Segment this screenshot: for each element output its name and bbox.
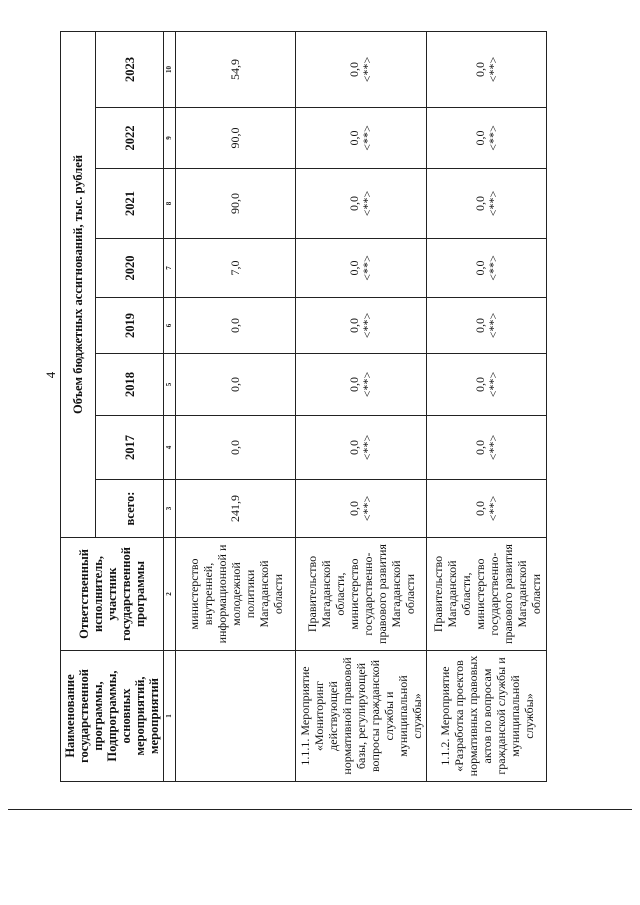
row-value: 0,0 <**> [296, 298, 427, 354]
column-number: 6 [164, 298, 176, 354]
row-value: 0,0 <**> [296, 354, 427, 416]
row-total: 0,0 <**> [296, 480, 427, 538]
table-row [427, 31, 547, 781]
bottom-rule [8, 809, 632, 810]
header-total: всего: [96, 480, 164, 538]
row-executor: Правительство Магаданской области, министерство государственно-правового развития Магаданской области [296, 538, 427, 651]
header-executor: Ответственный исполнитель, участник государственной программы [61, 538, 164, 651]
row-value: 0,0 <**> [427, 31, 547, 107]
row-value: 0,0 <**> [427, 354, 547, 416]
row-value: 7,0 [176, 239, 296, 298]
row-value: 0,0 <**> [296, 169, 427, 239]
column-number: 1 [164, 651, 176, 782]
row-total: 241,9 [176, 480, 296, 538]
header-year: 2023 [96, 31, 164, 107]
column-number: 10 [164, 31, 176, 107]
row-value: 90,0 [176, 169, 296, 239]
header-year: 2017 [96, 416, 164, 480]
column-number: 5 [164, 354, 176, 416]
row-value: 90,0 [176, 108, 296, 169]
table-row [176, 31, 296, 781]
row-name [176, 651, 296, 782]
row-value: 0,0 [176, 416, 296, 480]
row-value: 0,0 <**> [427, 298, 547, 354]
column-number: 3 [164, 480, 176, 538]
header-year: 2018 [96, 354, 164, 416]
header-year: 2019 [96, 298, 164, 354]
row-value: 0,0 <**> [427, 239, 547, 298]
row-value: 0,0 <**> [296, 31, 427, 107]
row-total: 0,0 <**> [427, 480, 547, 538]
page-number: 4 [43, 371, 58, 379]
row-name: 1.1.2. Мероприятие «Разработка проектов нормативных правовых актов по вопросам гражданской службы и муниципальной службы» [427, 651, 547, 782]
column-number: 4 [164, 416, 176, 480]
column-number-row [164, 31, 176, 781]
row-executor: Правительство Магаданской области, министерство государственно-правового развития Магаданской области [427, 538, 547, 651]
row-name: 1.1.1. Мероприятие «Мониторинг действующей нормативной правовой базы, регулирующей вопросы гражданской службы и муниципальной службы» [296, 651, 427, 782]
header-volume: Объем бюджетных ассигнований, тыс. рублей [61, 31, 96, 537]
row-value: 54,9 [176, 31, 296, 107]
row-value: 0,0 [176, 298, 296, 354]
column-number: 9 [164, 108, 176, 169]
row-value: 0,0 <**> [427, 416, 547, 480]
table-row [296, 31, 427, 781]
row-value: 0,0 <**> [427, 108, 547, 169]
row-value: 0,0 <**> [296, 239, 427, 298]
row-value: 0,0 <**> [427, 169, 547, 239]
row-value: 0,0 [176, 354, 296, 416]
header-name: Наименование государственной программы, Подпрограммы, основных мероприятий, мероприятий [61, 651, 164, 782]
header-year: 2021 [96, 169, 164, 239]
header-row-1 [61, 31, 96, 781]
header-year: 2020 [96, 239, 164, 298]
rotated-table-container [60, 32, 543, 782]
header-year: 2022 [96, 108, 164, 169]
row-value: 0,0 <**> [296, 108, 427, 169]
budget-table [60, 31, 547, 782]
column-number: 8 [164, 169, 176, 239]
column-number: 7 [164, 239, 176, 298]
row-executor: министерство внутренней, информационной и молодежной политики Магаданской области [176, 538, 296, 651]
column-number: 2 [164, 538, 176, 651]
row-value: 0,0 <**> [296, 416, 427, 480]
